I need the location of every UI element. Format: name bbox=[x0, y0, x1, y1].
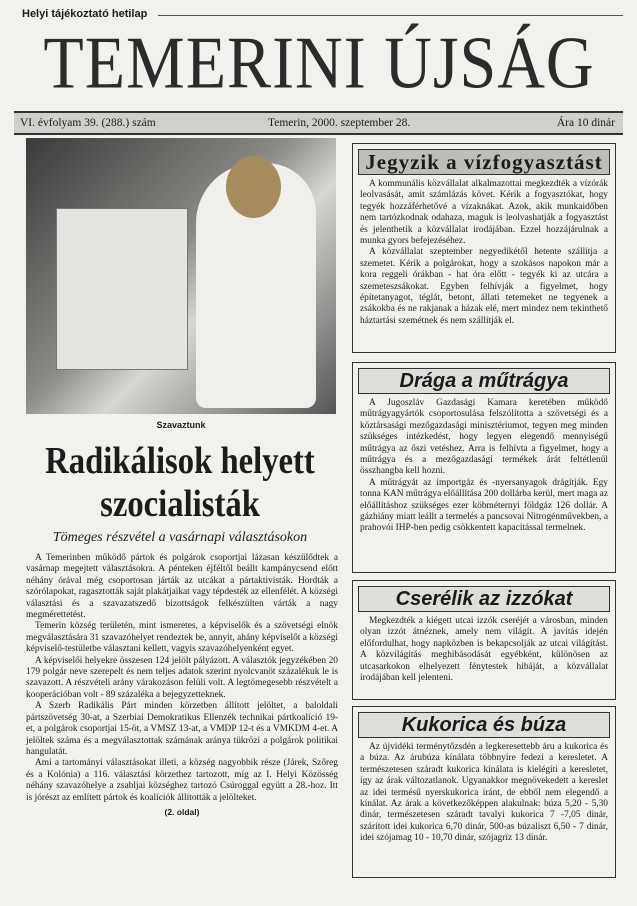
paragraph: Temerin község területén, mint ismeretes, a képviselők és a szövetségi elnök megválasztására 31 szavazóhelyet rendeztek be, annyit, ahány képviselőt a községi képviselő-testületbe választani kellett, vagyis szavazóhelyenként egyet. bbox=[26, 621, 338, 655]
paragraph: A kommunális közvállalat alkalmazottai megkezdték a vízórák leolvasását, amit számlázás követ. Kérik a fogyasztókat, hogy tegyék hozzáférhetővé a vízaknákat. Azok, akik munkaidőben nem tartózkodnak odahaza, maguk is leolvashatják a fogyasztást és jelenthetik a közvállalat irodájában. Ezzel hozzájárulnak a munka gyors befejezéséhez. bbox=[360, 179, 608, 247]
article-title: Cserélik az izzókat bbox=[358, 586, 610, 612]
article-water bbox=[352, 143, 616, 353]
article-title: Drága a műtrágya bbox=[358, 368, 610, 394]
ballot-box bbox=[56, 208, 188, 370]
article-title: Kukorica és búza bbox=[358, 712, 610, 738]
volume-number: VI. évfolyam 39. (288.) szám bbox=[20, 117, 156, 129]
article-body bbox=[353, 179, 615, 327]
tagline: Helyi tájékoztató hetilap bbox=[22, 8, 148, 20]
voter-head bbox=[226, 156, 281, 218]
main-subhead: Tömeges részvétel a vasárnapi választásokon bbox=[52, 530, 308, 545]
issue-date: Temerin, 2000. szeptember 28. bbox=[268, 117, 411, 129]
article-bulbs bbox=[352, 580, 616, 700]
photo-caption: Szavaztunk bbox=[156, 420, 206, 430]
main-headline bbox=[42, 440, 317, 526]
paragraph: Megkezdték a kiégett utcai izzók cseréjét a városban, minden olyan izzót átnéznek, amely nem világít. A javítás idején előfordulhat, hogy napközben is bekapcsolják az utcai világítást. A közvilágítás meghibásodását egyébként, különösen az utcasarkokon elhelyezett fénytestek hibáját, a közvállalat irodájában kell jelenteni. bbox=[360, 616, 608, 684]
masthead-title: TEMERINI ÚJSÁG bbox=[43, 22, 595, 105]
paragraph: A képviselői helyekre összesen 124 jelölt pályázott. A választók jegyzékében 20 179 polgár neve szerepelt és nem teljes adatok szerint nyolcvanöt százalékuk le is szavazott. A részvételi arány várakozáson felüli volt. A legtömegesebb részvételt a kooperációban volt - 89 százaléka a bejegyzetteknek. bbox=[26, 655, 338, 700]
article-fertilizer bbox=[352, 362, 616, 573]
paragraph: A műtrágyát az importgáz és -nyersanyagok drágítják. Egy tonna KAN műtrágya előállítása 200 dollárba kerül, mert maga az előállításhoz szükséges ezer köbméternyi földgáz 126 dollár. A gázhiány miatt leállt a termelés a pancsovai Nitrogénművekben, a prahovói IHP-ben pedig csökkentett kapacitással termelnek. bbox=[360, 477, 608, 534]
dateline-bar bbox=[14, 111, 623, 135]
paragraph: A Temerinben működő pártok és polgárok csoportjai lázasan készülődtek a vasárnap megejtett választásokra. A pénteken éjféltől beállt kampánycsend előtt néhány órával még csoportosan járták az utcákat a pártaktivisták. Hordták a szórólapokat, ragasztották saját plakátjaikat vagy tépdesték az ellenfélét. A községi választási és a szavazatszedő bizottságok felkészülten várták a nagy megmérettetést. bbox=[26, 553, 338, 621]
paragraph: A Jugoszláv Gazdasági Kamara keretében működő műtrágyagyártók csoportosulása felszólította a szövetségi és a köztársasági mezőgazdasági minisztériumot, tegyen meg minden szükséges intézkedést, hogy legyen elegendő mennyiségű műtrágya az őszi vetéshez. Arra is felhívta a figyelmet, hogy a műtrágya és a mezőgazdasági termékek árát feltétlenül összhangba kell hozni. bbox=[360, 398, 608, 477]
paragraph: Az újvidéki terménytőzsdén a legkeresettebb áru a kukorica és a búza. Az árubúza kínálata többnyire fedezi a keresletet. A természetesen száradt kukorica kínálata is kielégíti a keresletet, így az árak változatlanok. Ugyanakkor megnövekedett a kereslet az idei termésű nyerskukorica iránt, de ebből nem elegendő a kínálat. Az árak a következőképpen alakulnak: búza 5,20 - 5,30 dinár, természetesen száradt tavalyi kukorica 7 -7,05 dinár, szárított idei kukorica 6,70 dinár, 500-as búzaliszt 6,50 - 7 dinár, idei szójamag 10 - 10,70 dinár, szójagríz 13 dinár. bbox=[360, 742, 608, 844]
price: Ára 10 dinár bbox=[556, 117, 615, 129]
article-body bbox=[353, 616, 615, 684]
paragraph: Ami a tartományi választásokat illeti, a község nagyobbik része (Járek, Szőreg és a Kolónia) a 116. választási körzethez tartozott, míg az I. Helyi Közösség néhány szavazóhelye a zsabljai községhez tartozó Csúroggal együtt a 28.-hoz. Itt is jórészt az említett pártok és koalíciók állították a jelölteket. bbox=[26, 758, 338, 803]
headline-line-2: szocialisták bbox=[100, 483, 260, 525]
main-story-body bbox=[26, 553, 338, 818]
article-corn-wheat bbox=[352, 706, 616, 878]
article-body bbox=[353, 398, 615, 535]
paragraph: A közvállalat szeptember negyedikétől hetente szállítja a szemetet. Kérik a polgárokat, hogy a szokásos napokon már a kora reggeli órákban - hat óra előtt - tegyék ki az utcára a szemeteszsákokat. Egyben felhívják a figyelmet, hogy építetanyagot, téglát, betont, állati tetemeket ne tegyenek a zsákokba és ne rakjanak a házak elé, mert mindez nem tekinthető háztartási szemétnek és nem szállítják el. bbox=[360, 247, 608, 326]
article-body bbox=[353, 742, 615, 845]
voting-photo bbox=[26, 138, 336, 414]
headline-line-1: Radikálisok helyett bbox=[45, 440, 315, 482]
article-title: Jegyzik a vízfogyasztást bbox=[358, 149, 610, 175]
continued-link[interactable]: (2. oldal) bbox=[164, 806, 200, 817]
paragraph: A Szerb Radikális Párt minden körzetben állított jelöltet, a baloldali pártszövetség 30-at, a Szerbiai Demokratikus Ellenzék technikai pártkoalíció 19-et, a polgárok csoportjai 15-öt, a VMSZ 13-at, a VMDP 12-t és a VMKDM 4-et. A jelöltek száma és a megválasztottak számának aránya tükrözi a polgárok politikai hangulatát. bbox=[26, 701, 338, 757]
tagline-rule bbox=[158, 15, 623, 16]
